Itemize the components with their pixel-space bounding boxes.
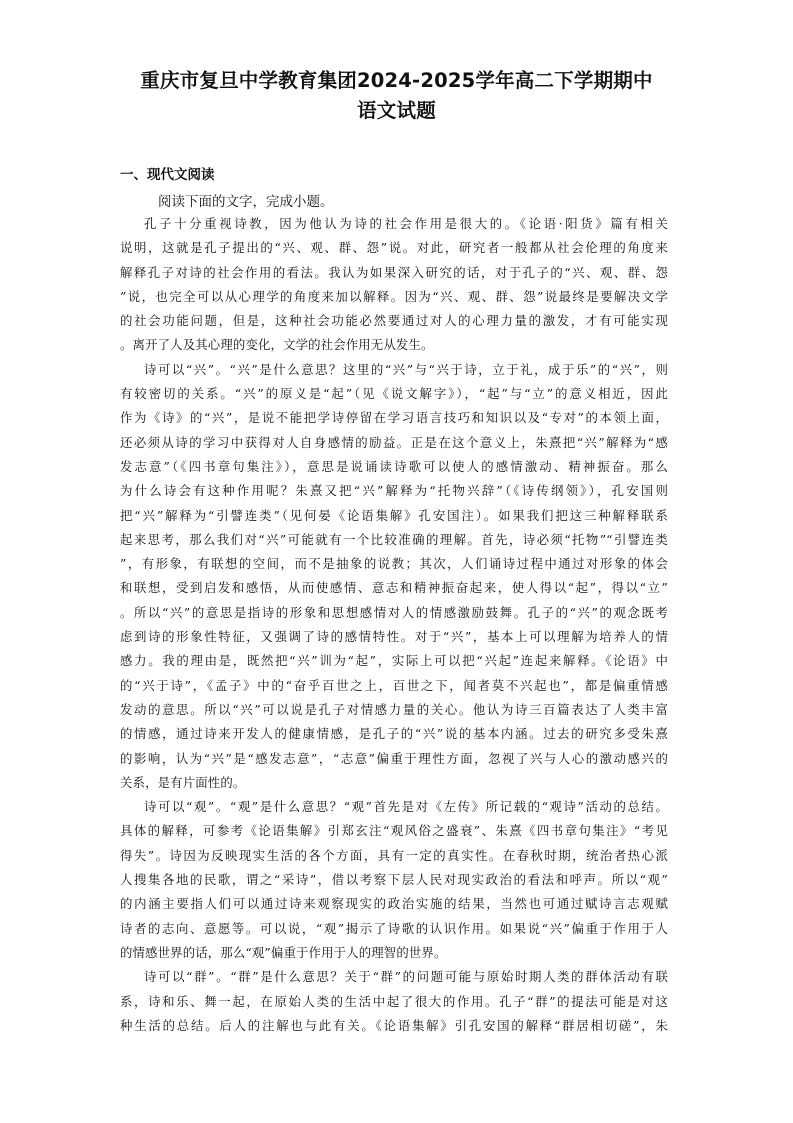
- passage-line: 解释孔子对诗的社会作用的看法。我认为如果深入研究的话，对于孔子的“兴、观、群、怨: [120, 264, 668, 280]
- title-line-1: 重庆市复旦中学教育集团2024-2025学年高二下学期期中: [140, 69, 653, 92]
- passage-line: 的情感世界的话，那么“观”偏重于作用于人的理智的世界。: [120, 944, 447, 960]
- passage-line: 的内涵主要指人们可以通过诗来观察现实的政治实施的结果，当然也可通过赋诗言志观赋: [120, 896, 668, 912]
- passage-line: 。所以“兴”的意思是指诗的形象和思想感情对人的情感激励鼓舞。孔子的“兴”的观念既考: [120, 604, 668, 620]
- passage-line: 的“兴于诗”，《孟子》中的“奋乎百世之上，百世之下，闻者莫不兴起也”，都是偏重情感: [120, 677, 668, 693]
- title-line-2: 语文试题: [357, 99, 436, 122]
- passage-line: 感力。我的理由是，既然把“兴”训为“起”，实际上可以把“兴起”连起来解释。《论语》中: [120, 653, 668, 669]
- passage-line: 。离开了人及其心理的变化，文学的社会作用无从发生。: [120, 337, 434, 353]
- reading-instruction: 阅读下面的文字，完成小题。: [158, 194, 334, 210]
- passage-line: 有较密切的关系。“兴”的原义是“起”（见《说文解字》），“起”与“立”的意义相近，因此: [120, 386, 668, 402]
- passage-body: [120, 212, 668, 1038]
- passage-line: 人搜集各地的民歌，谓之“采诗”，借以考察下层人民对现实政治的看法和呼声。所以“观”: [120, 872, 668, 888]
- passage-line: ”说，也完全可以从心理学的角度来加以解释。因为“兴、观、群、怨”说最终是要解决文学: [120, 288, 668, 304]
- document-title: [0, 66, 793, 126]
- passage-line: 为什么诗会有这种作用呢？朱熹又把“兴”解释为“托物兴辞”（《诗传纲领》），孔安国则: [120, 483, 668, 499]
- passage-line: 诗可以“观”。“观”是什么意思？“观”首先是对《左传》所记载的“观诗”活动的总结。: [144, 799, 668, 815]
- passage-line: 的情感，通过诗来开发人的健康情感，是孔子的“兴”说的基本内涵。过去的研究多受朱熹: [120, 726, 668, 742]
- passage-line: 把“兴”解释为“引譬连类”（见何晏《论语集解》孔安国注）。如果我们把这三种解释联系: [120, 507, 668, 523]
- passage-line: 发动的意思。所以“兴”可以说是孔子对情感力量的关心。他认为诗三百篇表达了人类丰富: [120, 701, 668, 717]
- passage-line: 关系，是有片面性的。: [120, 774, 246, 790]
- passage-line: 诗可以“兴”。“兴”是什么意思？这里的“兴”与“兴于诗，立于礼，成于乐”的“兴”，则: [144, 361, 668, 377]
- passage-line: 系，诗和乐、舞一起，在原始人类的生活中起了很大的作用。孔子“群”的提法可能是对这: [120, 993, 668, 1009]
- passage-line: 孔子十分重视诗教，因为他认为诗的社会作用是很大的。《论语·阳货》篇有相关: [144, 216, 668, 231]
- section-heading: 一、现代文阅读: [120, 167, 215, 183]
- passage-line: 诗者的志向、意愿等。可以说，“观”揭示了诗歌的认识作用。如果说“兴”偏重于作用于人: [120, 920, 668, 936]
- passage-line: 虑到诗的形象性特征，又强调了诗的感情特性。对于“兴”，基本上可以理解为培养人的情: [120, 629, 668, 645]
- passage-line: 还必须从诗的学习中获得对人自身感情的励益。正是在这个意义上，朱熹把“兴”解释为“感: [120, 434, 668, 450]
- passage-line: 的影响，认为“兴”是“感发志意”，“志意”偏重于理性方面，忽视了兴与人心的激动感兴的: [120, 750, 668, 766]
- passage-line: 具体的解释，可参考《论语集解》引郑玄注“观风俗之盛衰”、朱熹《四书章句集注》“考见: [120, 823, 668, 839]
- passage-line: 说明，这就是孔子提出的“兴、观、群、怨”说。对此，研究者一般都从社会伦理的角度来: [120, 240, 668, 256]
- passage-line: 作为《诗》的“兴”，是说不能把学诗停留在学习语言技巧和知识以及“专对”的本领上面，: [120, 410, 668, 426]
- passage-line: 种生活的总结。后人的注解也与此有关。《论语集解》引孔安国的解释“群居相切磋”，朱: [120, 1017, 668, 1033]
- passage-line: 诗可以“群”。“群”是什么意思？关于“群”的问题可能与原始时期人类的群体活动有联: [144, 969, 668, 985]
- passage-line: 得失”。诗因为反映现实生活的各个方面，具有一定的真实性。在春秋时期，统治者热心派: [120, 847, 668, 863]
- passage-line: ”，有形象，有联想的空间，而不是抽象的说教；其次，人们诵诗过程中通过对形象的体会: [120, 556, 668, 572]
- passage-line: 起来思考，那么我们对“兴”可能就有一个比较准确的理解。首先，诗必须“托物”“引譬连类: [120, 531, 668, 547]
- passage-line: 发志意”（《四书章句集注》），意思是说诵读诗歌可以使人的感情激动、精神振奋。那么: [120, 458, 668, 474]
- passage-line: 和联想，受到启发和感悟，从而使感情、意志和精神振奋起来，使人得以“起”，得以“立”: [120, 580, 668, 596]
- passage-line: 的社会功能问题，但是，这种社会功能必然要通过对人的心理力量的激发，才有可能实现: [120, 313, 668, 329]
